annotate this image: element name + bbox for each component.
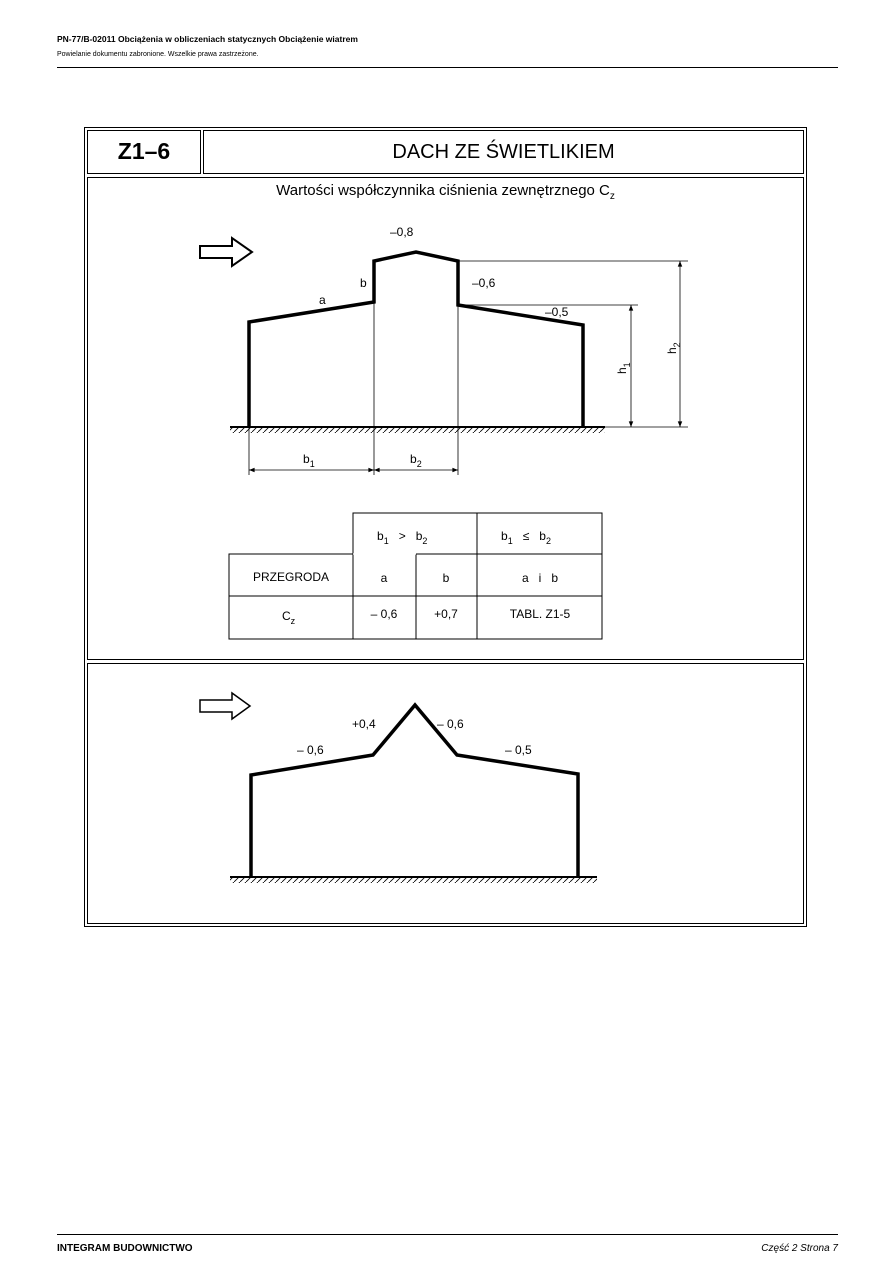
footer-divider (57, 1234, 838, 1235)
label2-right-ridge: – 0,6 (437, 717, 464, 731)
dim-h1-label: $h_1$ (615, 362, 632, 374)
label2-right-roof: – 0,5 (505, 743, 532, 757)
row-przegroda-c1: a (380, 571, 388, 585)
document-header-title: PN-77/B-02011 Obciążenia w obliczeniach statycznych Obciążenie wiatrem (57, 34, 358, 44)
footer-page-number: Część 2 Strona 7 (761, 1243, 838, 1254)
footer-publisher: INTEGRAM BUDOWNICTWO (57, 1243, 193, 1254)
dim-b2-label: $b_2$ (410, 452, 422, 469)
label-left-wall: b (360, 276, 367, 290)
label-right-wall: –0,6 (472, 276, 496, 290)
header-b1-gt-b2: $b_1 > b_2$ (377, 529, 428, 546)
label2-left-roof: – 0,6 (297, 743, 324, 757)
building-outline-2 (251, 705, 578, 877)
label2-left-ridge: +0,4 (352, 717, 376, 731)
row-cz-c3: TABL. Z1-5 (509, 607, 571, 621)
header-b1-le-b2: $b_1 \le b_2$ (501, 529, 551, 546)
building-outline-1 (249, 252, 583, 427)
label-right-roof: –0,5 (545, 305, 569, 319)
ground-2 (230, 877, 597, 883)
wind-arrow-2 (200, 693, 250, 719)
row-cz-c2: +0,7 (434, 607, 458, 621)
row-przegroda-label: PRZEGRODA (252, 570, 330, 584)
section-subtitle: Wartości współczynnika ciśnienia zewnętrznego $C_z$ (276, 182, 615, 202)
table-title: DACH ZE ŚWIETLIKIEM (392, 141, 615, 163)
label-left-roof: a (319, 293, 326, 307)
row-przegroda-c2: b (442, 571, 450, 585)
table-code: Z1–6 (117, 138, 171, 164)
row-cz-c1: – 0,6 (370, 607, 398, 621)
wind-arrow-1 (200, 238, 252, 266)
dim-h2-label: $h_2$ (665, 342, 682, 354)
row-cz-label: $C_z$ (282, 609, 296, 626)
dim-b1-label: $b_1$ (303, 452, 315, 469)
row-przegroda-c3: a i b (521, 571, 559, 585)
ground-1 (230, 427, 605, 433)
label-peak: –0,8 (390, 225, 414, 239)
document-header-notice: Powielanie dokumentu zabronione. Wszelkie prawa zastrzeżone. (57, 51, 259, 58)
